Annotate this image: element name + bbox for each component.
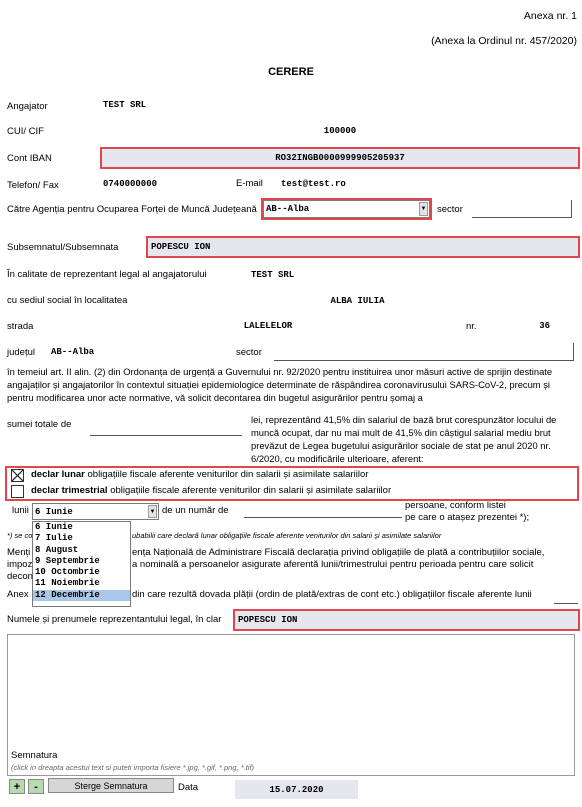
street-value: LALELELOR	[243, 321, 293, 331]
legal-basis-line-3: pentru modificarea unor acte normative, vă solicit decontarea din bugetul asigurărilor pentru șomaj a	[7, 392, 423, 403]
sum-desc-line-4: 6/2020, cu modificările ulterioare, aferent:	[251, 453, 424, 464]
agency-select[interactable]	[263, 200, 430, 218]
month-option[interactable]: 10 Octombrie	[35, 567, 100, 578]
month-option[interactable]: 8 August	[35, 544, 79, 555]
mention-line-1-right: ența Națională de Administrare Fiscală declarația privind obligațiile de plată a contribuțiilor sociale,	[132, 547, 545, 558]
locality-field[interactable]	[135, 292, 580, 310]
phone-field[interactable]	[100, 175, 228, 193]
county-label: județul	[7, 347, 35, 358]
month-option[interactable]: 9 Septembrie	[35, 555, 100, 566]
total-sum-label: sumei totale de	[7, 419, 72, 430]
representative-value: POPESCU ION	[238, 615, 298, 625]
signatory-name-value: POPESCU ION	[151, 242, 211, 252]
employee-count-field[interactable]	[244, 501, 402, 518]
phone-label: Telefon/ Fax	[7, 180, 59, 191]
sum-desc-line-2: muncă ocupat, dar nu mai mult de 41,5% din câștigul salarial mediu brut	[251, 427, 551, 438]
month-dropdown-list[interactable]	[32, 521, 131, 607]
monthly-declaration-text	[31, 469, 368, 480]
capacity-field[interactable]	[248, 266, 580, 284]
signatory-name-label: Subsemnatul/Subsemnata	[7, 242, 119, 253]
signatory-name-field[interactable]	[146, 236, 580, 258]
zoom-out-button[interactable]: -	[28, 779, 44, 794]
email-field[interactable]	[278, 175, 580, 193]
date-value: 15.07.2020	[269, 784, 324, 795]
phone-value: 0740000000	[103, 179, 158, 189]
signature-area[interactable]	[7, 634, 575, 776]
employer-value: TEST SRL	[103, 100, 147, 110]
month-label: lunii	[12, 505, 29, 516]
month-option[interactable]: 7 Iulie	[35, 533, 73, 544]
cui-field[interactable]	[100, 122, 580, 140]
annex-number: Anexa nr. 1	[523, 10, 577, 22]
employer-label: Angajator	[7, 101, 48, 112]
persons-list-line-1: persoane, conform listei	[405, 500, 506, 511]
month-option[interactable]: 6 Iunie	[35, 522, 73, 532]
monthly-declaration-bold: declar lunar	[31, 469, 85, 480]
chevron-down-icon[interactable]: ▼	[419, 202, 428, 216]
street-nr-field[interactable]	[500, 317, 580, 335]
capacity-value: TEST SRL	[251, 270, 295, 280]
chevron-down-icon[interactable]: ▼	[148, 505, 157, 518]
mention-line-2-right: a nominală a persoanelor asigurate aferentă lunii/trimestrului pentru perioada pentru care solicit	[132, 559, 534, 570]
cui-value: 100000	[323, 126, 357, 136]
employee-count-label: de un număr de	[162, 505, 229, 516]
month-option-highlighted[interactable]: 12 Decembrie	[33, 590, 130, 601]
quarterly-checkbox[interactable]	[11, 485, 24, 498]
agency-sector-field[interactable]	[472, 200, 572, 218]
agency-sector-label: sector	[437, 204, 463, 215]
date-field[interactable]	[235, 780, 358, 799]
street-nr-label: nr.	[466, 321, 477, 332]
monthly-checkbox[interactable]	[11, 469, 24, 482]
locality-label: cu sediul social în localitatea	[7, 295, 128, 306]
county-sector-label: sector	[236, 347, 262, 358]
annex-right: din care rezultă dovada plății (ordin de plată/extras de cont etc.) obligațiilor fiscale aferente lunii	[132, 589, 532, 600]
county-field[interactable]	[48, 343, 226, 361]
annex-month-field[interactable]	[554, 590, 578, 604]
email-label: E-mail	[236, 178, 263, 189]
representative-field[interactable]	[233, 609, 580, 631]
zoom-in-button[interactable]: +	[9, 779, 25, 794]
sum-desc-line-3: prevăzut de Legea bugetului asigurărilor sociale de stat pe anul 2020 nr.	[251, 440, 551, 451]
legal-basis-line-2: angajaților și angajatorilor în contextul situației epidemiologice determinate de răspândirea coronavirusului SARS-CoV-2, precum și	[7, 379, 550, 390]
mention-line-2-left: impoz	[7, 559, 33, 570]
iban-label: Cont IBAN	[7, 153, 52, 164]
agency-label: Către Agenția pentru Ocuparea Forței de Muncă Județeană	[7, 204, 257, 215]
county-sector-field[interactable]	[274, 343, 574, 361]
employer-field[interactable]	[100, 96, 580, 114]
date-label: Data	[178, 782, 199, 793]
month-option[interactable]: 11 Noiembrie	[35, 578, 100, 589]
mention-line-1-left: Menți	[7, 547, 31, 558]
field-divider	[571, 200, 572, 218]
iban-field[interactable]	[100, 147, 580, 169]
street-field[interactable]	[100, 317, 436, 335]
locality-value: ALBA IULIA	[330, 296, 385, 306]
mention-line-3-left: decon	[7, 571, 33, 582]
quarterly-declaration-text	[31, 485, 391, 496]
signature-label: Semnatura	[11, 750, 58, 761]
representative-label: Numele și prenumele reprezentantului legal, în clar	[7, 614, 222, 625]
month-selected-value: 6 Iunie	[35, 506, 73, 517]
footnote-right: ubabilii care declară lunar obligațiile fiscale aferente veniturilor din salarii și asimilate salariilor	[132, 531, 442, 540]
iban-value: RO32INGB0000999905205937	[275, 153, 405, 163]
cui-label: CUI/ CIF	[7, 126, 44, 137]
street-label: strada	[7, 321, 34, 332]
field-divider	[573, 343, 574, 361]
annex-order: (Anexa la Ordinul nr. 457/2020)	[431, 35, 577, 47]
delete-signature-button[interactable]: Sterge Semnatura	[48, 778, 174, 793]
quarterly-declaration-rest: obligațiile fiscale aferente veniturilor din salarii și asimilate salariilor	[107, 485, 392, 496]
page-title: CERERE	[268, 66, 314, 78]
annex-left: Anex	[7, 589, 29, 600]
capacity-label: În calitate de reprezentant legal al angajatorului	[7, 269, 207, 280]
footnote-left: *) se co	[7, 531, 33, 540]
total-sum-field[interactable]	[90, 418, 242, 436]
county-value: AB--Alba	[51, 347, 95, 357]
email-value: test@test.ro	[281, 179, 346, 189]
persons-list-line-2: pe care o atașez prezentei *);	[405, 512, 530, 523]
agency-value: AB--Alba	[266, 204, 310, 214]
checkmark-x-icon	[12, 470, 23, 481]
street-nr-value: 36	[539, 321, 550, 331]
month-select[interactable]	[32, 503, 159, 520]
signature-hint: (click in dreapta acestui text si puteti importa fisiere *.jpg, *.gif, *.png, *.tif)	[11, 763, 255, 772]
legal-basis-line-1: în temeiul art. II alin. (2) din Ordonanța de urgență a Guvernului nr. 92/2020 pentru instituirea unor măsuri active de sprijin destinate	[7, 366, 553, 377]
quarterly-declaration-bold: declar trimestrial	[31, 485, 108, 496]
sum-desc-line-1: lei, reprezentând 41,5% din salariul de bază brut corespunzător locului de	[251, 414, 557, 425]
monthly-declaration-rest: obligațiile fiscale aferente veniturilor din salarii și asimilate salariilor	[84, 469, 369, 480]
